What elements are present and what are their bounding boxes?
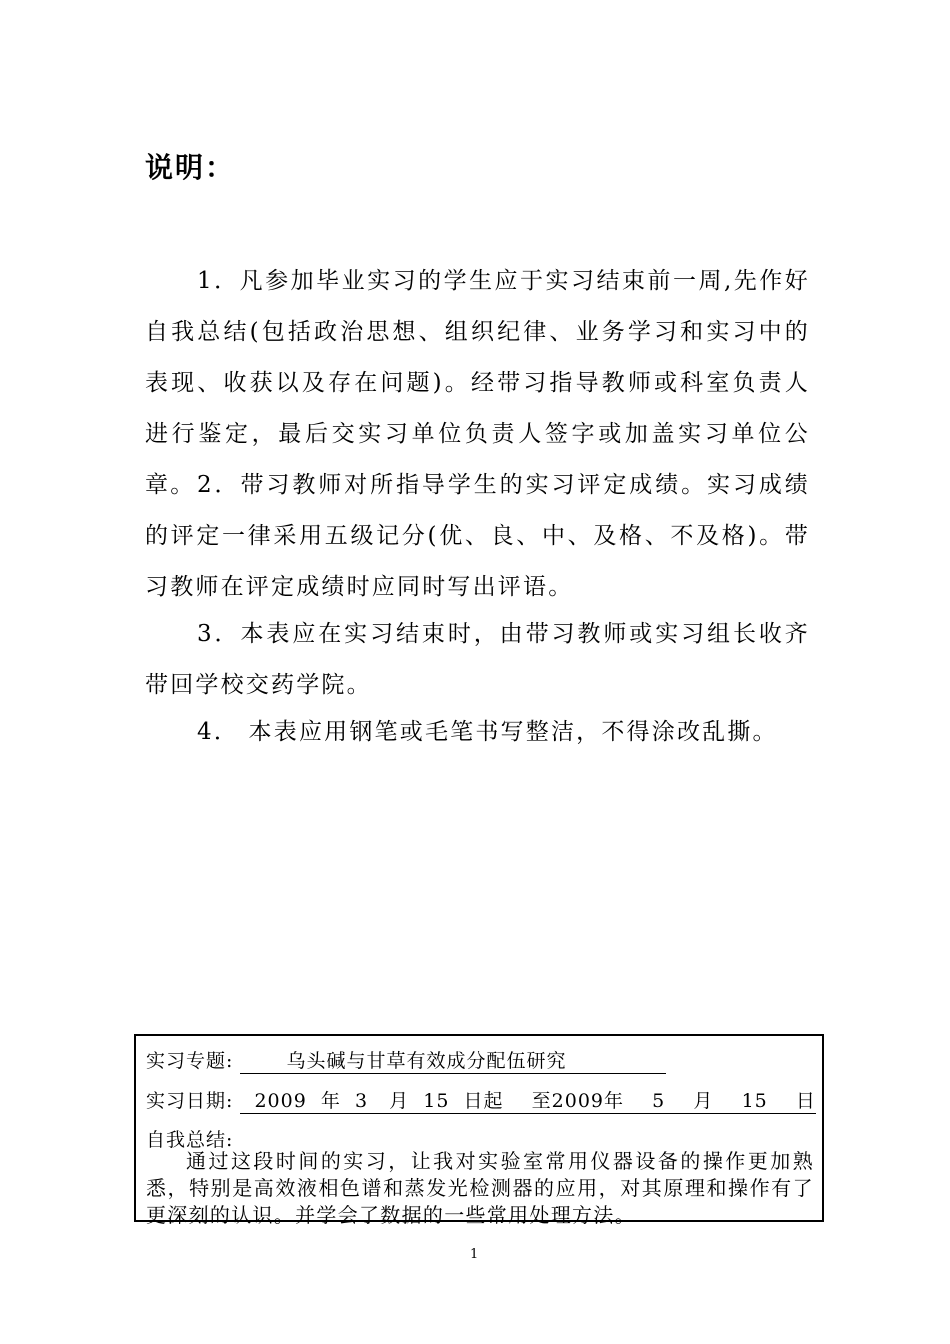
date-row <box>146 1086 816 1114</box>
topic-value: 乌头碱与甘草有效成分配伍研究 <box>240 1049 666 1074</box>
topic-row <box>146 1046 666 1074</box>
page-number: 1 <box>470 1247 479 1262</box>
instructions-title: 说明： <box>145 151 236 184</box>
internship-form-box <box>134 1034 824 1227</box>
date-value: 2009 年 3 月 15 日起 至2009年 5 月 15 日 <box>240 1089 815 1114</box>
topic-label: 实习专题: <box>146 1050 234 1072</box>
instruction-item-2: 2．带习教师对所指导学生的实习评定成绩。实习成绩的评定一律采用五级记分(优、良、中、及格、不及格)。带习教师在评定成绩时应同时写出评语。 <box>145 472 810 600</box>
summary-text: 通过这段时间的实习，让我对实验室常用仪器设备的操作更加熟悉，特别是高效液相色谱和蒸发光检测器的应用，对其原理和操作有了更深刻的认识。并学会了数据的一些常用处理方法。 <box>146 1149 814 1227</box>
instruction-item-1: 1．凡参加毕业实习的学生应于实习结束前一周,先作好自我总结(包括政治思想、组织纪律、业务学习和实习中的表现、收获以及存在问题)。经带习指导教师或科室负责人进行鉴定，最后交实习单位负责人签字或加盖实习单位公章。 <box>145 268 810 498</box>
instruction-item-3: 3．本表应在实习结束时，由带习教师或实习组长收齐带回学校交药学院。 <box>145 621 810 698</box>
date-label: 实习日期: <box>146 1090 234 1112</box>
instruction-item-4: 4． 本表应用钢笔或毛笔书写整洁，不得涂改乱撕。 <box>197 719 778 745</box>
summary-label: 自我总结: <box>146 1129 234 1151</box>
